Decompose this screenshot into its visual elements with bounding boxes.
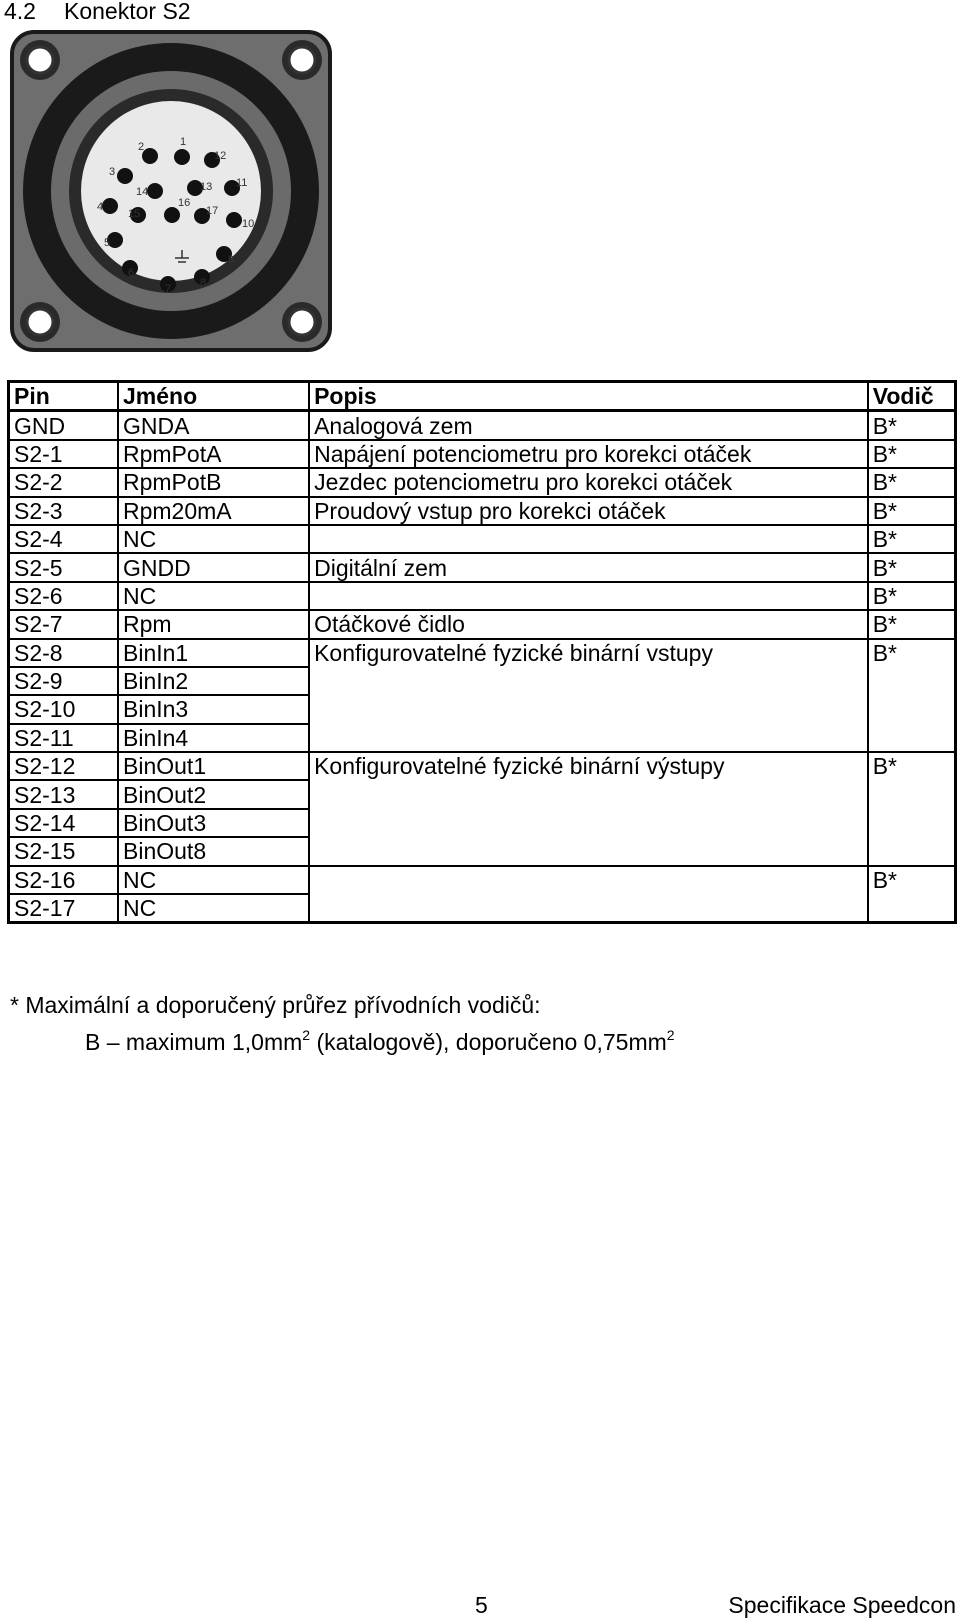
cell-name: RpmPotA (118, 440, 309, 468)
cell-wire: B* (868, 639, 956, 753)
cell-wire: B* (868, 866, 956, 923)
table-row (9, 411, 956, 440)
cell-description: Proudový vstup pro korekci otáček (309, 497, 868, 525)
connector-pin-label: 14 (136, 186, 149, 198)
connector-pin-label: 11 (236, 177, 248, 189)
note-max: B – maximum 1,0mm (85, 1029, 303, 1055)
connector-pin-label: 12 (214, 150, 227, 162)
document-title: Specifikace Speedcon (728, 1592, 956, 1618)
cell-wire: B* (868, 582, 956, 610)
wire-note (10, 990, 675, 1057)
table-header-row (9, 382, 956, 411)
cell-name: BinOut8 (118, 837, 309, 865)
cell-pin: S2-2 (9, 468, 119, 496)
cell-wire: B* (868, 553, 956, 581)
cell-pin: S2-1 (9, 440, 119, 468)
table-row (9, 468, 956, 496)
cell-name: NC (118, 894, 309, 923)
header-wire: Vodič (868, 382, 956, 411)
note-recommended: (katalogově), doporučeno 0,75mm (310, 1029, 667, 1055)
cell-name: GNDD (118, 553, 309, 581)
connector-pin-label: 16 (178, 197, 191, 209)
cell-name: Rpm (118, 610, 309, 638)
cell-pin: S2-7 (9, 610, 119, 638)
section-title: Konektor S2 (64, 0, 191, 24)
cell-pin: S2-8 (9, 639, 119, 667)
note-line-1: * Maximální a doporučený průřez přívodních vodičů: (10, 992, 541, 1018)
cell-name: BinIn2 (118, 667, 309, 695)
connector-pin (164, 207, 180, 223)
header-name: Jméno (118, 382, 309, 411)
cell-pin: S2-10 (9, 695, 119, 723)
connector-pin-label: 8 (200, 277, 207, 289)
cell-description: Konfigurovatelné fyzické binární výstupy (309, 752, 868, 866)
cell-wire: B* (868, 497, 956, 525)
cell-pin: S2-13 (9, 780, 119, 808)
connector-pin-label: 6 (128, 267, 135, 279)
table-row (9, 497, 956, 525)
cell-pin: S2-3 (9, 497, 119, 525)
cell-name: BinIn1 (118, 639, 309, 667)
note-superscript: 2 (302, 1027, 311, 1043)
connector-pin (142, 148, 158, 164)
table-row (9, 440, 956, 468)
cell-pin: S2-16 (9, 866, 119, 894)
header-pin: Pin (9, 382, 119, 411)
connector-pin-label: 7 (165, 283, 172, 295)
page-number: 5 (475, 1592, 488, 1618)
connector-pin-label: 4 (97, 201, 104, 213)
table-row (9, 553, 956, 581)
cell-name: NC (118, 582, 309, 610)
connector-pin (102, 198, 118, 214)
connector-pin (117, 168, 133, 184)
cell-pin: S2-4 (9, 525, 119, 553)
cell-wire: B* (868, 752, 956, 866)
cell-description (309, 866, 868, 923)
table-row (9, 752, 956, 780)
cell-description: Konfigurovatelné fyzické binární vstupy (309, 639, 868, 753)
cell-description (309, 525, 868, 553)
header-description: Popis (309, 382, 868, 411)
connector-pin-label: 10 (242, 218, 255, 230)
cell-wire: B* (868, 610, 956, 638)
connector-pin (147, 183, 163, 199)
cell-pin: S2-12 (9, 752, 119, 780)
cell-pin: S2-17 (9, 894, 119, 923)
cell-pin: GND (9, 411, 119, 440)
cell-wire: B* (868, 525, 956, 553)
cell-pin: S2-11 (9, 724, 119, 752)
cell-wire: B* (868, 411, 956, 440)
section-number: 4.2 (4, 0, 36, 24)
cell-name: NC (118, 525, 309, 553)
cell-pin: S2-9 (9, 667, 119, 695)
cell-name: NC (118, 866, 309, 894)
pin-table (7, 380, 957, 924)
table-row (9, 582, 956, 610)
cell-name: RpmPotB (118, 468, 309, 496)
cell-name: BinOut3 (118, 809, 309, 837)
note-superscript: 2 (666, 1027, 675, 1043)
table-row (9, 610, 956, 638)
cell-name: BinIn3 (118, 695, 309, 723)
cell-wire: B* (868, 468, 956, 496)
cell-name: BinIn4 (118, 724, 309, 752)
cell-description: Analogová zem (309, 411, 868, 440)
connector-pin (226, 212, 242, 228)
cell-pin: S2-6 (9, 582, 119, 610)
connector-pin-label: 1 (180, 136, 187, 148)
cell-name: Rpm20mA (118, 497, 309, 525)
cell-description: Napájení potenciometru pro korekci otáček (309, 440, 868, 468)
cell-name: BinOut1 (118, 752, 309, 780)
connector-pin-label: 2 (138, 141, 145, 153)
connector-pin-label: 13 (200, 181, 213, 193)
cell-description: Jezdec potenciometru pro korekci otáček (309, 468, 868, 496)
table-row (9, 639, 956, 667)
connector-pin-label: 15 (128, 208, 141, 220)
cell-pin: S2-5 (9, 553, 119, 581)
note-line-2 (10, 1020, 675, 1057)
cell-description: Digitální zem (309, 553, 868, 581)
connector-s2-diagram (10, 30, 332, 352)
cell-description: Otáčkové čidlo (309, 610, 868, 638)
cell-description (309, 582, 868, 610)
section-heading (4, 0, 191, 25)
cell-pin: S2-14 (9, 809, 119, 837)
table-row (9, 866, 956, 894)
connector-pin-label: 17 (206, 205, 219, 217)
table-row (9, 525, 956, 553)
connector-pin-label: 3 (109, 166, 116, 178)
cell-name: BinOut2 (118, 780, 309, 808)
connector-pin-label: 5 (104, 237, 111, 249)
cell-pin: S2-15 (9, 837, 119, 865)
connector-pin-label: 9 (228, 254, 235, 266)
cell-wire: B* (868, 440, 956, 468)
connector-pin (174, 149, 190, 165)
cell-name: GNDA (118, 411, 309, 440)
